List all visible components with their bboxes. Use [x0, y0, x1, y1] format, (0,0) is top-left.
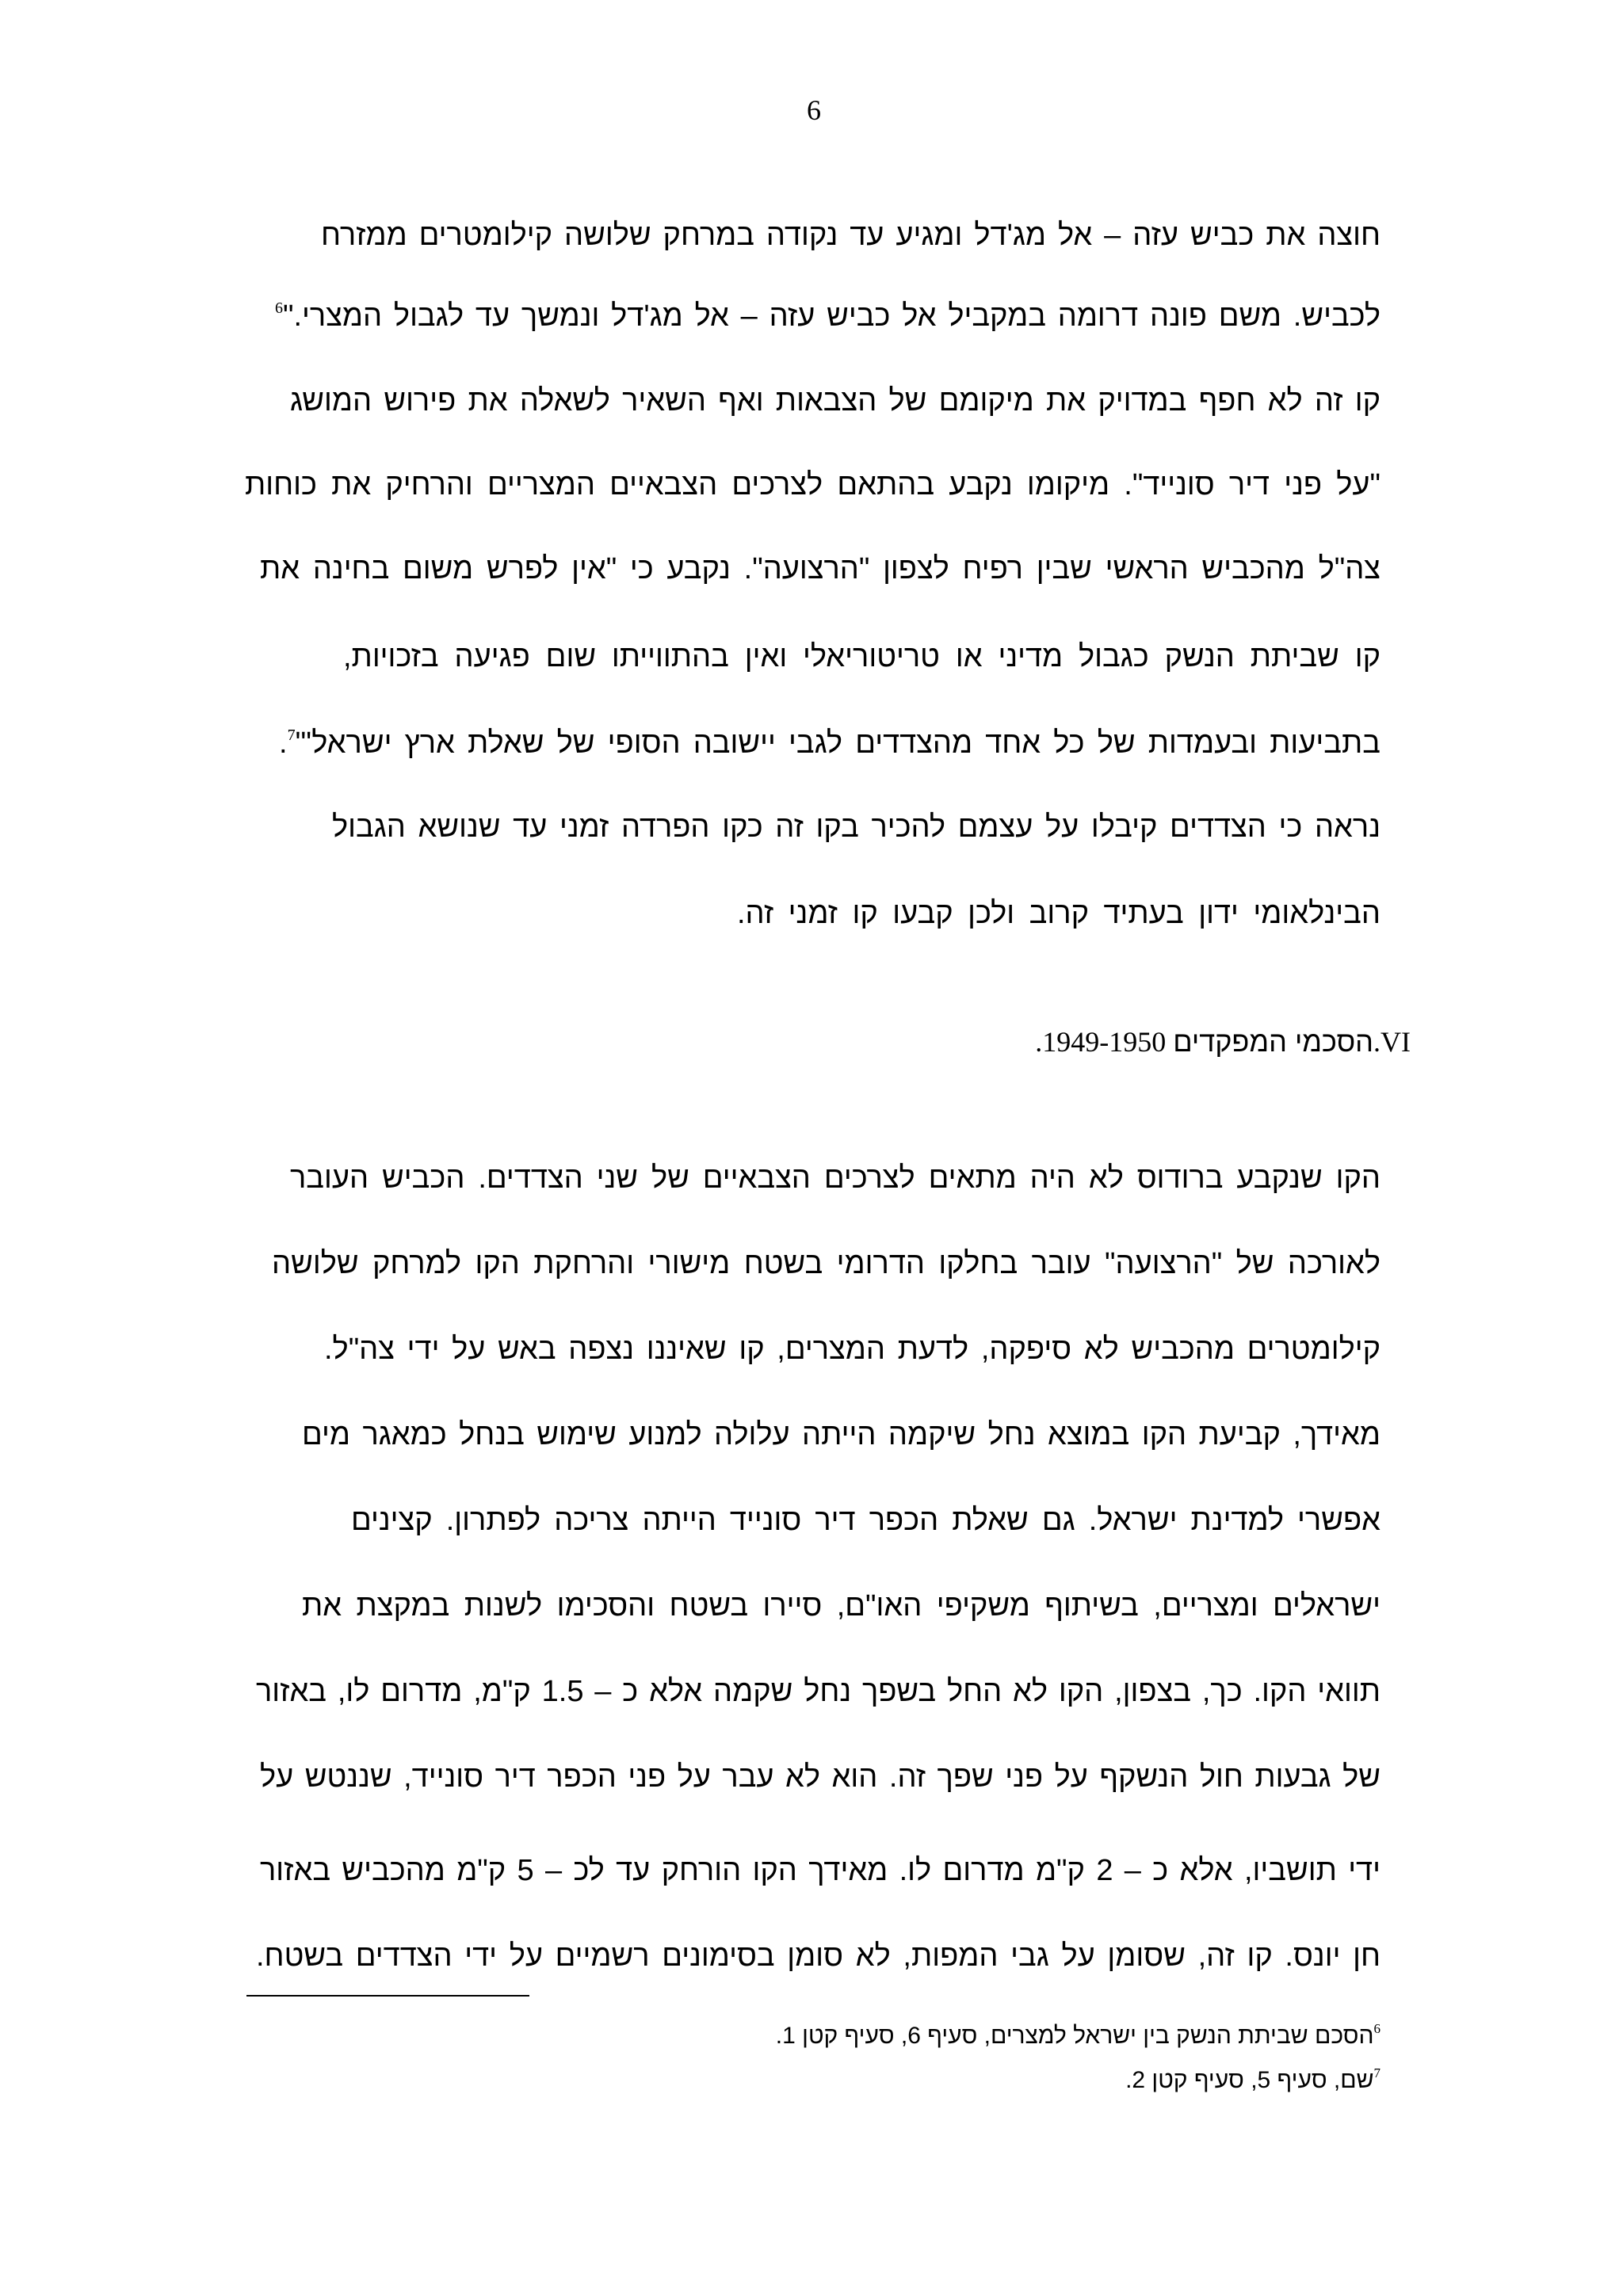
paragraph1-line	[321, 217, 1381, 254]
line-text: הבינלאומי ידון בעתיד קרוב ולכן קבעו קו זמני זה.	[737, 897, 1381, 930]
paragraph1-line	[279, 725, 1381, 761]
footnote-ref-7[interactable]: 7	[287, 727, 296, 744]
paragraph1-line	[737, 895, 1381, 932]
paragraph1-line	[245, 467, 1381, 503]
page-number: 6	[807, 94, 821, 126]
section-number: VI.	[1373, 1026, 1411, 1058]
section-heading	[1035, 1025, 1411, 1058]
paragraph2-line	[290, 1160, 1381, 1196]
footnote-ref-6[interactable]: 6	[275, 299, 283, 317]
footnote-separator	[246, 1995, 529, 1997]
line-text: קו זה לא חפף במדויק את מיקומם של הצבאות ואף השאיר לשאלה את פירוש המושג	[290, 384, 1381, 418]
line-text: חוצה את כביש עזה – אל מג'דל ומגיע עד נקודה במרחק שלושה קילומטרים ממזרח	[321, 219, 1381, 252]
line-text: צה"ל מהכביש הראשי שבין רפיח לצפון "הרצועה". נקבע כי "אין לפרש משום בחינה את	[260, 552, 1381, 585]
paragraph1-line	[275, 298, 1381, 334]
paragraph1-line	[332, 809, 1381, 845]
line-text: חן יונס. קו זה, שסומן על גבי המפות, לא סומן בסימונים רשמיים על ידי הצדדים בשטח.	[256, 1939, 1381, 1973]
paragraph2-line	[260, 1759, 1381, 1795]
paragraph2-line	[351, 1502, 1381, 1539]
paragraph2-line	[260, 1852, 1381, 1889]
paragraph2-line	[256, 1938, 1381, 1974]
line-text: "על פני דיר סונייד". מיקומו נקבע בהתאם לצרכים הצבאיים המצריים והרחיק את כוחות	[245, 468, 1381, 502]
line-text: נראה כי הצדדים קיבלו על עצמם להכיר בקו זה כקו הפרדה זמני עד שנושא הגבול	[332, 810, 1381, 844]
line-text: מאידך, קביעת הקו במוצא נחל שיקמה הייתה עלולה למנוע שימוש בנחל כמאגר מים	[302, 1418, 1381, 1451]
paragraph2-line	[302, 1588, 1381, 1624]
footnote-number: 6	[1373, 2021, 1381, 2036]
paragraph2-line	[256, 1673, 1381, 1710]
line-text: של גבעות חול הנשקף על פני שפך זה. הוא לא עבר על פני הכפר דיר סונייד, שננטש על	[260, 1760, 1381, 1794]
footnote-text: שם, סעיף 5, סעיף קטן 2.	[1125, 2067, 1374, 2093]
footnote-text: הסכם שביתת הנשק בין ישראל למצרים, סעיף 6, סעיף קטן 1.	[775, 2023, 1374, 2049]
line-text: אפשרי למדינת ישראל. גם שאלת הכפר דיר סונייד הייתה צריכה לפתרון. קצינים	[351, 1504, 1381, 1537]
paragraph1-line	[343, 639, 1381, 675]
line-text: לאורכה של "הרצועה" עובר בחלקו הדרומי בשטח מישורי והרחקת הקו למרחק שלושה	[272, 1247, 1381, 1280]
footnote-number: 7	[1373, 2065, 1381, 2081]
line-text: קו שביתת הנשק כגבול מדיני או טריטוריאלי ואין בהתווייתו שום פגיעה בזכויות,	[343, 640, 1381, 673]
line-text: ידי תושביו, אלא כ – 2 ק"מ מדרום לו. מאידך הקו הורחק עד לכ – 5 ק"מ מהכביש באזור	[260, 1854, 1381, 1887]
line-text: תוואי הקו. כך, בצפון, הקו לא החל בשפך נחל שקמה אלא כ – 1.5 ק"מ, מדרום לו, באזור	[255, 1675, 1381, 1708]
paragraph1-line	[290, 383, 1381, 419]
paragraph2-line	[324, 1331, 1381, 1367]
section-title: הסכמי המפקדים	[1173, 1025, 1373, 1058]
line-text: לכביש. משם פונה דרומה במקביל אל כביש עזה – אל מג'דל ונמשך עד לגבול המצרי."	[283, 299, 1381, 333]
line-text: .	[279, 727, 288, 760]
line-text: קילומטרים מהכביש לא סיפקה, לדעת המצרים, קו שאיננו נצפה באש על ידי צה"ל.	[324, 1333, 1381, 1366]
footnote-7	[1125, 2067, 1381, 2094]
paragraph2-line	[272, 1245, 1381, 1282]
paragraph2-line	[302, 1417, 1381, 1453]
line-text: הקו שנקבע ברודוס לא היה מתאים לצרכים הצבאיים של שני הצדדים. הכביש העובר	[290, 1161, 1381, 1195]
line-text: בתביעות ובעמדות של כל אחד מהצדדים לגבי יישובה הסופי של שאלת ארץ ישראל'"	[295, 727, 1381, 760]
section-period: .	[1035, 1026, 1043, 1058]
footnote-6	[776, 2023, 1381, 2050]
line-text: ישראלים ומצריים, בשיתוף משקיפי האו"ם, סיירו בשטח והסכימו לשנות במקצת את	[302, 1589, 1381, 1623]
section-years: 1949-1950	[1042, 1026, 1167, 1058]
paragraph1-line	[260, 551, 1381, 587]
